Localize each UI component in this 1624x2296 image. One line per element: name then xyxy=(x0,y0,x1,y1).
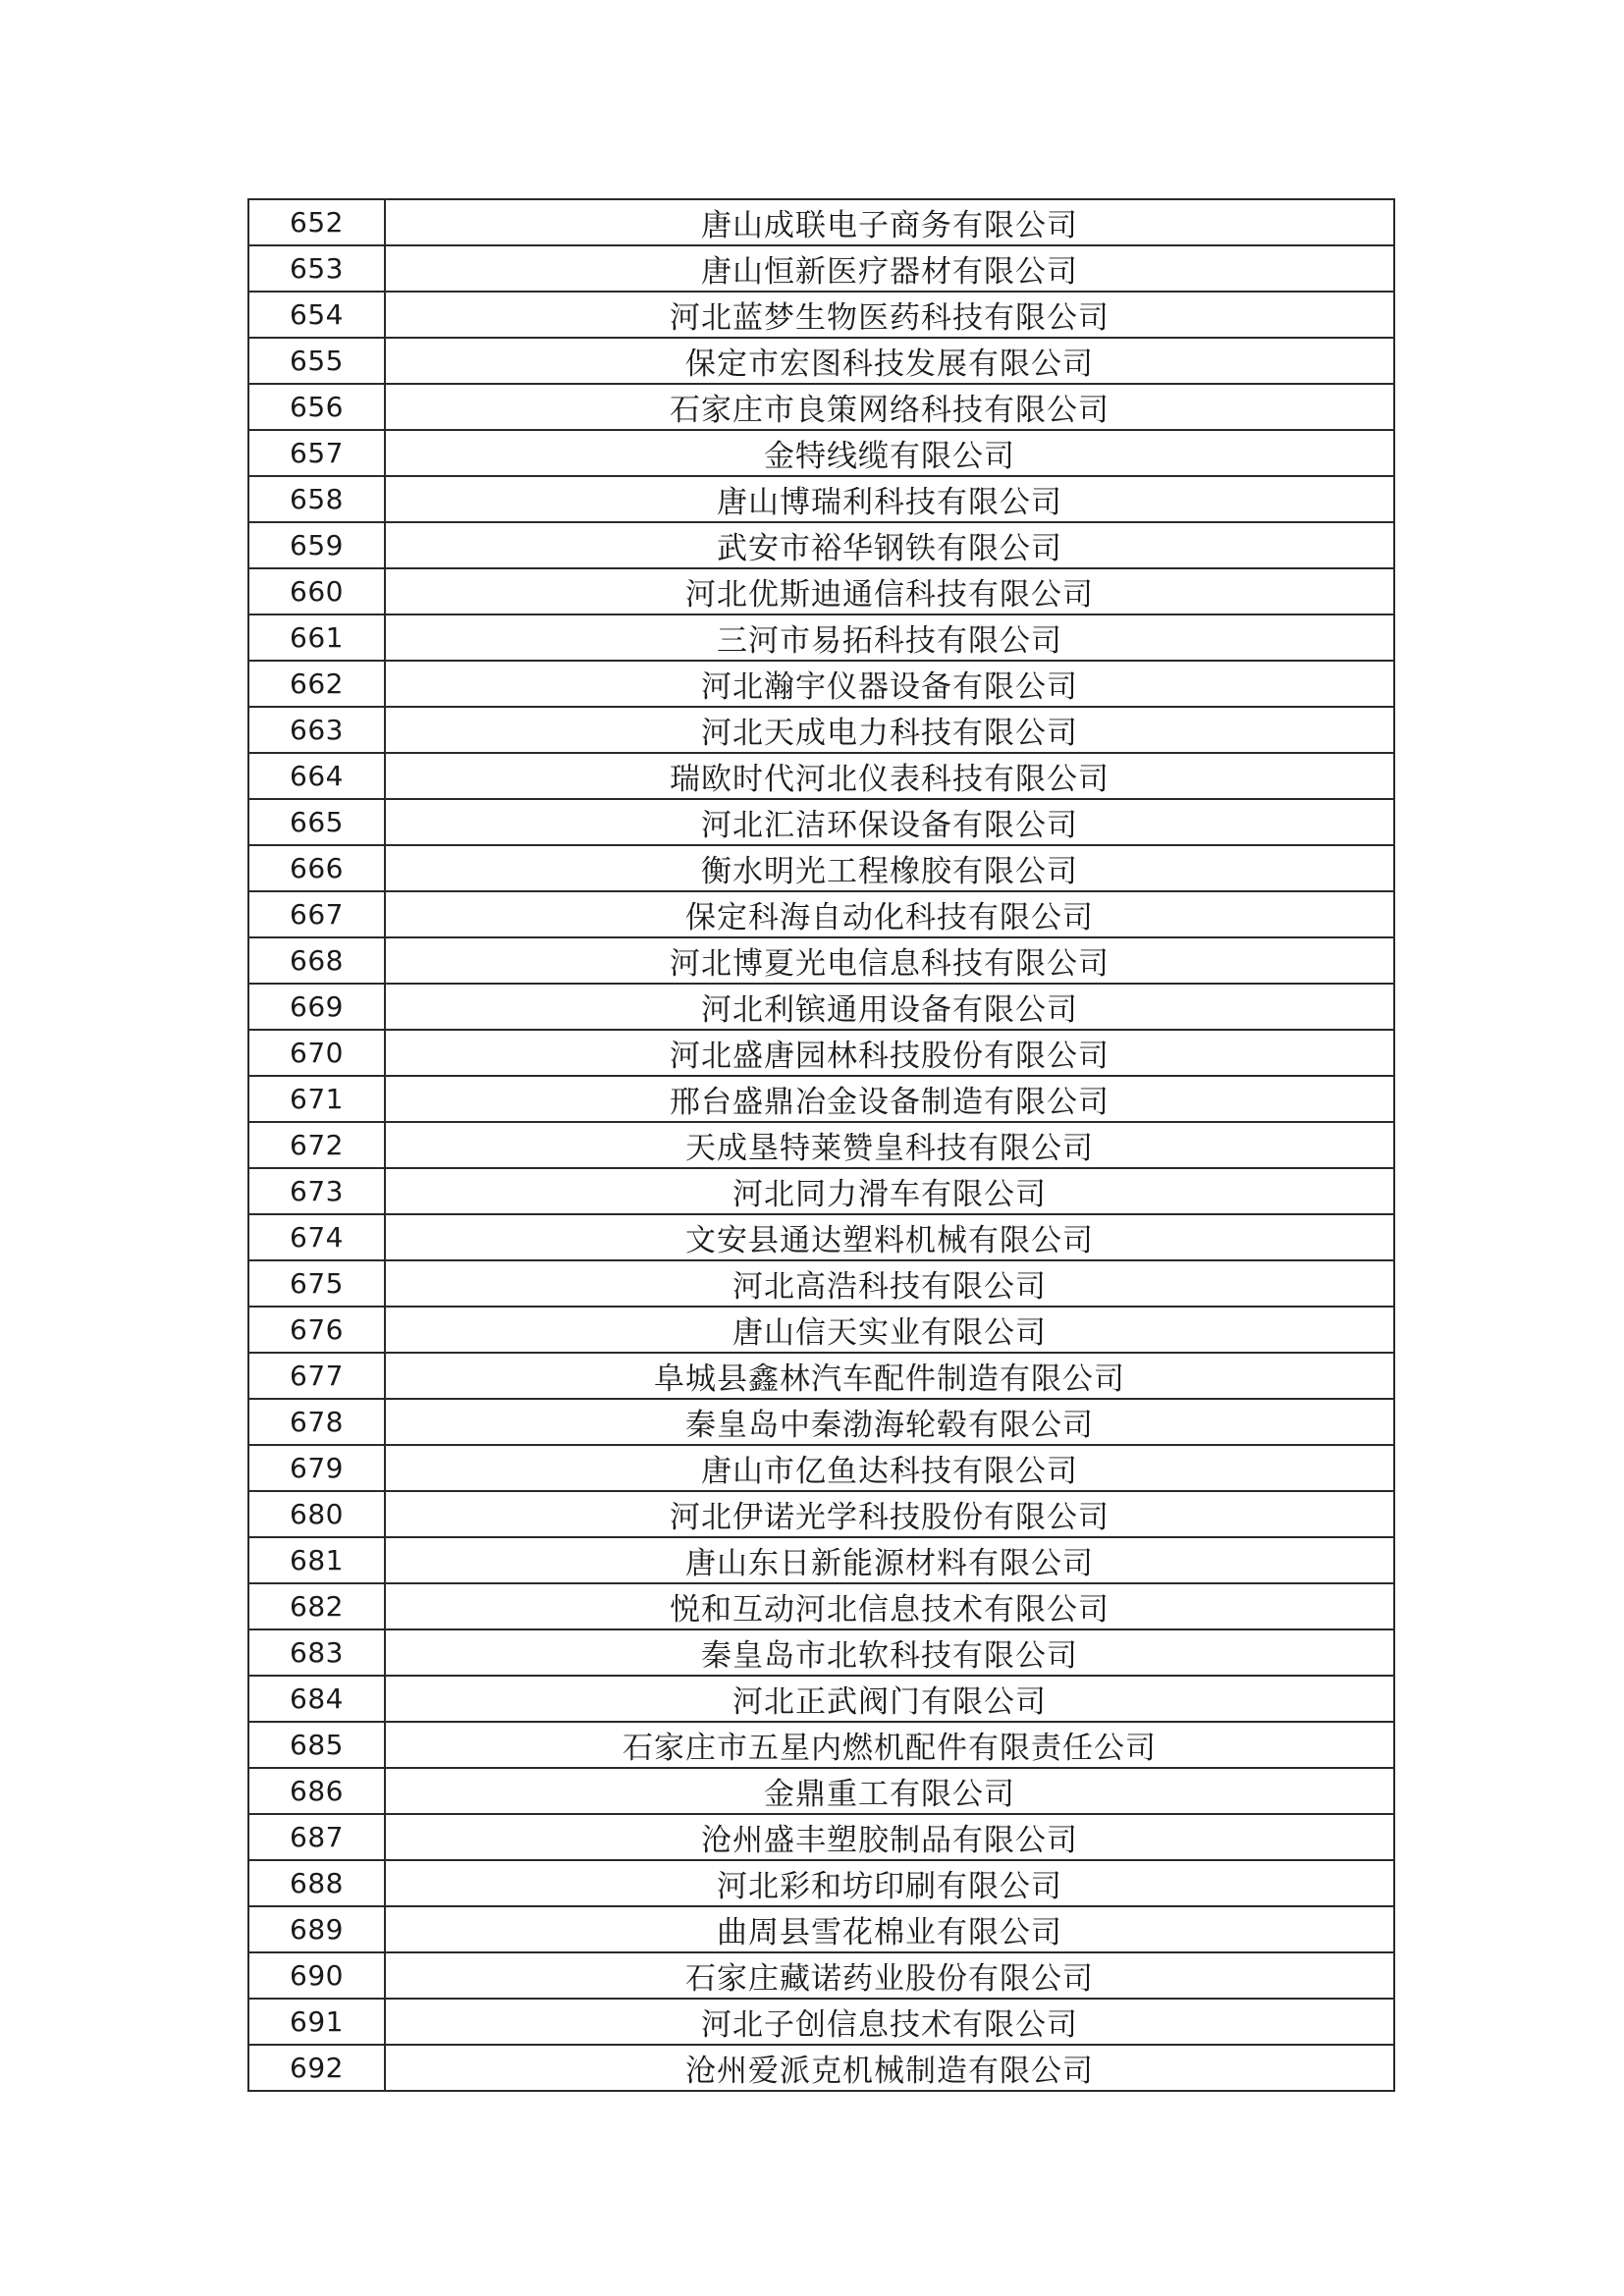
table-row xyxy=(248,1768,1394,1814)
row-number-cell: 682 xyxy=(248,1583,385,1629)
company-name-cell: 邢台盛鼎冶金设备制造有限公司 xyxy=(385,1076,1394,1122)
company-name-cell: 石家庄市五星内燃机配件有限责任公司 xyxy=(385,1722,1394,1768)
company-name-cell: 天成垦特莱赞皇科技有限公司 xyxy=(385,1122,1394,1168)
company-name-cell: 阜城县鑫林汽车配件制造有限公司 xyxy=(385,1353,1394,1399)
row-number-cell: 674 xyxy=(248,1214,385,1260)
row-number-cell: 666 xyxy=(248,845,385,891)
company-name-cell: 秦皇岛市北软科技有限公司 xyxy=(385,1629,1394,1676)
company-name-cell: 文安县通达塑料机械有限公司 xyxy=(385,1214,1394,1260)
company-name-cell: 河北同力滑车有限公司 xyxy=(385,1168,1394,1214)
table-row xyxy=(248,799,1394,845)
table-row xyxy=(248,707,1394,753)
row-number-cell: 672 xyxy=(248,1122,385,1168)
company-name-cell: 曲周县雪花棉业有限公司 xyxy=(385,1906,1394,1952)
company-name-cell: 悦和互动河北信息技术有限公司 xyxy=(385,1583,1394,1629)
company-name-cell: 河北优斯迪通信科技有限公司 xyxy=(385,568,1394,614)
table-row xyxy=(248,384,1394,430)
table-row xyxy=(248,661,1394,707)
table-row xyxy=(248,614,1394,661)
row-number-cell: 667 xyxy=(248,891,385,937)
table-row xyxy=(248,338,1394,384)
table-row xyxy=(248,522,1394,568)
company-name-cell: 石家庄藏诺药业股份有限公司 xyxy=(385,1952,1394,1999)
company-name-cell: 河北利镔通用设备有限公司 xyxy=(385,984,1394,1030)
row-number-cell: 683 xyxy=(248,1629,385,1676)
row-number-cell: 685 xyxy=(248,1722,385,1768)
company-name-cell: 保定科海自动化科技有限公司 xyxy=(385,891,1394,937)
table-row xyxy=(248,753,1394,799)
row-number-cell: 662 xyxy=(248,661,385,707)
row-number-cell: 676 xyxy=(248,1307,385,1353)
table-body xyxy=(248,199,1394,2091)
company-name-cell: 金特线缆有限公司 xyxy=(385,430,1394,476)
row-number-cell: 663 xyxy=(248,707,385,753)
table-row xyxy=(248,430,1394,476)
table-row xyxy=(248,984,1394,1030)
row-number-cell: 681 xyxy=(248,1537,385,1583)
table-row xyxy=(248,1676,1394,1722)
table-row xyxy=(248,1260,1394,1307)
company-name-cell: 河北正武阀门有限公司 xyxy=(385,1676,1394,1722)
table-row xyxy=(248,1629,1394,1676)
company-name-cell: 三河市易拓科技有限公司 xyxy=(385,614,1394,661)
company-name-cell: 河北盛唐园林科技股份有限公司 xyxy=(385,1030,1394,1076)
row-number-cell: 664 xyxy=(248,753,385,799)
row-number-cell: 687 xyxy=(248,1814,385,1860)
table-row xyxy=(248,1491,1394,1537)
row-number-cell: 689 xyxy=(248,1906,385,1952)
company-name-cell: 河北彩和坊印刷有限公司 xyxy=(385,1860,1394,1906)
table-row xyxy=(248,245,1394,292)
row-number-cell: 660 xyxy=(248,568,385,614)
table-row xyxy=(248,1906,1394,1952)
company-list-table xyxy=(247,198,1395,2092)
table-row xyxy=(248,1030,1394,1076)
row-number-cell: 673 xyxy=(248,1168,385,1214)
company-name-cell: 秦皇岛中秦渤海轮毂有限公司 xyxy=(385,1399,1394,1445)
table-row xyxy=(248,1722,1394,1768)
table-row xyxy=(248,2045,1394,2091)
row-number-cell: 677 xyxy=(248,1353,385,1399)
company-name-cell: 衡水明光工程橡胶有限公司 xyxy=(385,845,1394,891)
row-number-cell: 678 xyxy=(248,1399,385,1445)
row-number-cell: 688 xyxy=(248,1860,385,1906)
row-number-cell: 680 xyxy=(248,1491,385,1537)
row-number-cell: 686 xyxy=(248,1768,385,1814)
table-row xyxy=(248,1860,1394,1906)
row-number-cell: 659 xyxy=(248,522,385,568)
row-number-cell: 665 xyxy=(248,799,385,845)
table-row xyxy=(248,1307,1394,1353)
table-row xyxy=(248,1583,1394,1629)
table-row xyxy=(248,1814,1394,1860)
company-name-cell: 金鼎重工有限公司 xyxy=(385,1768,1394,1814)
row-number-cell: 691 xyxy=(248,1999,385,2045)
company-name-cell: 唐山市亿鱼达科技有限公司 xyxy=(385,1445,1394,1491)
company-name-cell: 唐山成联电子商务有限公司 xyxy=(385,199,1394,245)
company-name-cell: 河北博夏光电信息科技有限公司 xyxy=(385,937,1394,984)
table-row xyxy=(248,1537,1394,1583)
company-name-cell: 唐山博瑞利科技有限公司 xyxy=(385,476,1394,522)
table-row xyxy=(248,1399,1394,1445)
table-row xyxy=(248,845,1394,891)
company-name-cell: 河北伊诺光学科技股份有限公司 xyxy=(385,1491,1394,1537)
table-row xyxy=(248,1214,1394,1260)
company-name-cell: 河北汇洁环保设备有限公司 xyxy=(385,799,1394,845)
row-number-cell: 661 xyxy=(248,614,385,661)
company-name-cell: 河北蓝梦生物医药科技有限公司 xyxy=(385,292,1394,338)
company-name-cell: 唐山信天实业有限公司 xyxy=(385,1307,1394,1353)
company-name-cell: 沧州爱派克机械制造有限公司 xyxy=(385,2045,1394,2091)
row-number-cell: 670 xyxy=(248,1030,385,1076)
row-number-cell: 684 xyxy=(248,1676,385,1722)
table-row xyxy=(248,1952,1394,1999)
table-row xyxy=(248,1999,1394,2045)
table-row xyxy=(248,199,1394,245)
row-number-cell: 652 xyxy=(248,199,385,245)
row-number-cell: 653 xyxy=(248,245,385,292)
row-number-cell: 671 xyxy=(248,1076,385,1122)
table-row xyxy=(248,292,1394,338)
row-number-cell: 690 xyxy=(248,1952,385,1999)
row-number-cell: 668 xyxy=(248,937,385,984)
row-number-cell: 656 xyxy=(248,384,385,430)
row-number-cell: 658 xyxy=(248,476,385,522)
row-number-cell: 654 xyxy=(248,292,385,338)
table-row xyxy=(248,476,1394,522)
company-name-cell: 唐山恒新医疗器材有限公司 xyxy=(385,245,1394,292)
table-row xyxy=(248,1122,1394,1168)
company-name-cell: 河北子创信息技术有限公司 xyxy=(385,1999,1394,2045)
company-name-cell: 河北高浩科技有限公司 xyxy=(385,1260,1394,1307)
table-row xyxy=(248,891,1394,937)
company-name-cell: 唐山东日新能源材料有限公司 xyxy=(385,1537,1394,1583)
table-row xyxy=(248,1353,1394,1399)
company-name-cell: 保定市宏图科技发展有限公司 xyxy=(385,338,1394,384)
company-name-cell: 河北瀚宇仪器设备有限公司 xyxy=(385,661,1394,707)
table-row xyxy=(248,1168,1394,1214)
company-name-cell: 石家庄市良策网络科技有限公司 xyxy=(385,384,1394,430)
table-row xyxy=(248,1076,1394,1122)
row-number-cell: 655 xyxy=(248,338,385,384)
row-number-cell: 679 xyxy=(248,1445,385,1491)
row-number-cell: 675 xyxy=(248,1260,385,1307)
company-name-cell: 沧州盛丰塑胶制品有限公司 xyxy=(385,1814,1394,1860)
table-row xyxy=(248,1445,1394,1491)
row-number-cell: 669 xyxy=(248,984,385,1030)
row-number-cell: 692 xyxy=(248,2045,385,2091)
table-row xyxy=(248,937,1394,984)
company-name-cell: 武安市裕华钢铁有限公司 xyxy=(385,522,1394,568)
table-row xyxy=(248,568,1394,614)
company-name-cell: 河北天成电力科技有限公司 xyxy=(385,707,1394,753)
company-name-cell: 瑞欧时代河北仪表科技有限公司 xyxy=(385,753,1394,799)
row-number-cell: 657 xyxy=(248,430,385,476)
